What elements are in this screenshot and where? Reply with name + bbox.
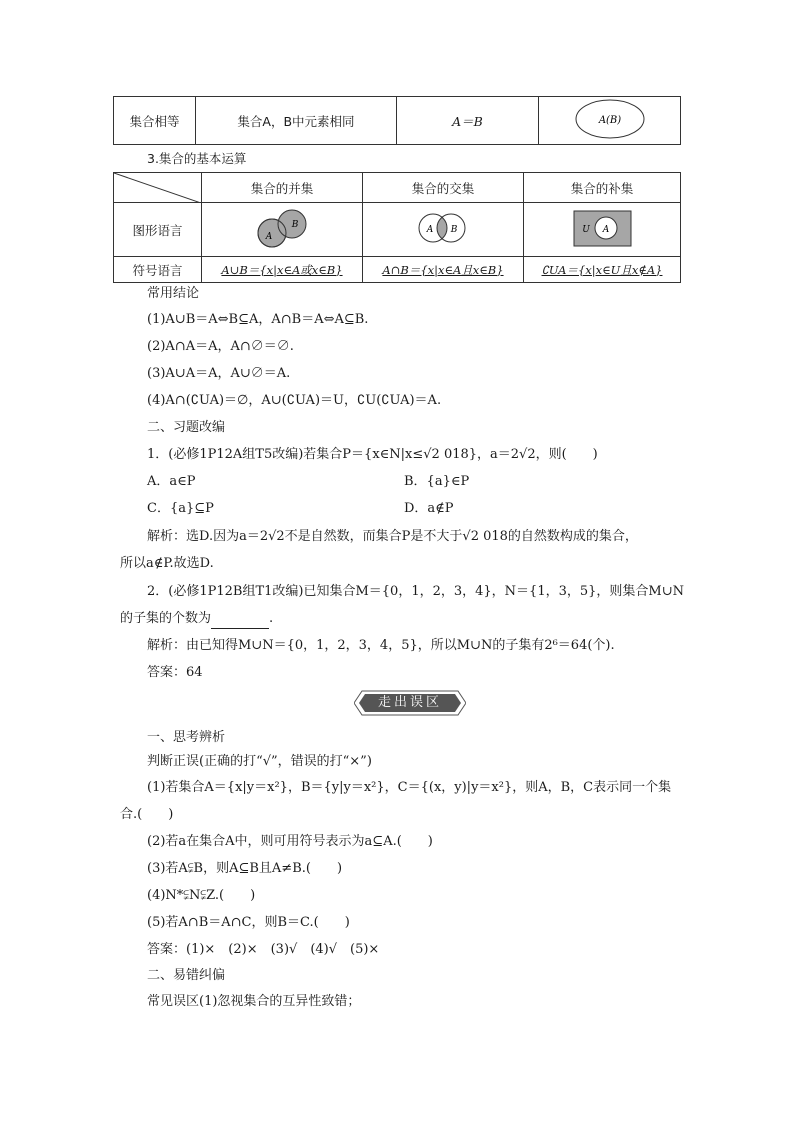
question-2-line1: 2．(必修1P12B组T1改编)已知集合M＝{0，1，2，3，4}，N＝{1，3，5}，则集合M∪N bbox=[147, 584, 684, 599]
q1-option-d: D．a∉P bbox=[404, 501, 454, 516]
equality-desc: 集合A，B中元素相同 bbox=[196, 97, 397, 145]
row-label-symbol: 符号语言 bbox=[114, 257, 202, 283]
equality-venn-label: A(B) bbox=[598, 115, 621, 126]
intersection-venn-cell bbox=[363, 203, 524, 257]
diagonal-header-cell bbox=[114, 173, 202, 203]
q2-answer: 答案：64 bbox=[147, 665, 203, 680]
judge-item-3: (3)若A⫋B，则A⊆B且A≠B.( ) bbox=[147, 861, 343, 876]
conclusion-1: (1)A∪B＝A⇔B⊆A，A∩B＝A⇔A⊆B. bbox=[147, 312, 369, 327]
equality-symbol: A＝B bbox=[397, 97, 539, 145]
header-intersection: 集合的交集 bbox=[363, 173, 524, 203]
mistakes-heading-1: 一、思考辨析 bbox=[147, 730, 226, 745]
row-label-graphic: 图形语言 bbox=[114, 203, 202, 257]
q1-option-c: C．{a}⊆P bbox=[147, 501, 214, 516]
judge-item-2: (2)若a在集合A中，则可用符号表示为a⊆A.( ) bbox=[147, 834, 433, 849]
union-venn-cell bbox=[202, 203, 363, 257]
intersection-label-a: A bbox=[426, 225, 434, 235]
union-symbol: A∪B＝{x|x∈A或x∈B} bbox=[202, 257, 363, 283]
complement-label-u: U bbox=[582, 225, 590, 235]
complement-symbol: ∁UA＝{x|x∈U且x∉A} bbox=[524, 257, 681, 283]
common-mistake-line: 常见误区(1)忽视集合的互异性致错； bbox=[147, 994, 361, 1009]
q1-option-b: B．{a}∈P bbox=[404, 474, 470, 489]
judge-item-5: (5)若A∩B＝A∩C，则B＝C.( ) bbox=[147, 915, 350, 930]
banner-text: 走出误区 bbox=[377, 695, 442, 710]
equality-table bbox=[113, 96, 681, 145]
conclusion-2: (2)A∩A＝A，A∩∅＝∅. bbox=[147, 339, 294, 354]
complement-venn-cell bbox=[524, 203, 681, 257]
q1-option-a: A．a∈P bbox=[147, 474, 196, 489]
diagonal-line bbox=[114, 173, 201, 203]
complement-venn-diagram bbox=[524, 203, 680, 253]
conclusion-4: (4)A∩(∁UA)＝∅，A∪(∁UA)＝U，∁U(∁UA)＝A. bbox=[147, 393, 442, 408]
operations-table bbox=[113, 172, 681, 283]
judge-item-1-line1: (1)若集合A＝{x|y＝x²}，B＝{y|y＝x²}，C＝{(x，y)|y＝x²}，则A，B，C表示同一个集 bbox=[147, 780, 672, 795]
question-2-line2: 的子集的个数为 . bbox=[120, 609, 273, 629]
union-label-a: A bbox=[265, 232, 273, 242]
answer-blank bbox=[211, 614, 269, 629]
section-banner bbox=[354, 690, 466, 716]
q1-analysis-line2: 所以a∉P.故选D. bbox=[120, 556, 214, 571]
equality-venn-diagram bbox=[540, 97, 680, 141]
complement-label-a: A bbox=[602, 225, 610, 235]
union-venn-diagram bbox=[202, 203, 362, 253]
question-1: 1．(必修1P12A组T5改编)若集合P＝{x∈N|x≤√2 018}，a＝2√2，则( ) bbox=[147, 447, 598, 462]
conclusions-title: 常用结论 bbox=[147, 286, 200, 301]
judge-item-4: (4)N*⫋N⫋Z.( ) bbox=[147, 888, 256, 903]
mistakes-heading-2: 二、易错纠偏 bbox=[147, 968, 226, 983]
q2-line2-text: 的子集的个数为 bbox=[120, 611, 212, 626]
exercises-heading: 二、习题改编 bbox=[147, 420, 226, 435]
q1-analysis-line1: 解析：选D.因为a＝2√2不是自然数，而集合P是不大于√2 018的自然数构成的集合， bbox=[147, 529, 638, 544]
equality-row-label: 集合相等 bbox=[114, 97, 196, 145]
header-complement: 集合的补集 bbox=[524, 173, 681, 203]
union-label-b: B bbox=[291, 220, 299, 230]
mistakes-instruction: 判断正误(正确的打“√”，错误的打“×”) bbox=[147, 754, 372, 769]
judge-answers: 答案：(1)× (2)× (3)√ (4)√ (5)× bbox=[147, 942, 380, 957]
conclusion-3: (3)A∪A＝A，A∪∅＝A. bbox=[147, 366, 291, 381]
intersection-venn-diagram bbox=[363, 203, 523, 253]
intersection-label-b: B bbox=[450, 225, 458, 235]
judge-item-1-line2: 合.( ) bbox=[120, 807, 174, 822]
equality-venn-cell bbox=[539, 97, 681, 145]
intersection-symbol: A∩B＝{x|x∈A且x∈B} bbox=[363, 257, 524, 283]
section-3-title: 3.集合的基本运算 bbox=[147, 151, 247, 166]
q2-analysis: 解析：由已知得M∪N＝{0，1，2，3，4，5}，所以M∪N的子集有2⁶＝64(个). bbox=[147, 638, 615, 653]
header-union: 集合的并集 bbox=[202, 173, 363, 203]
